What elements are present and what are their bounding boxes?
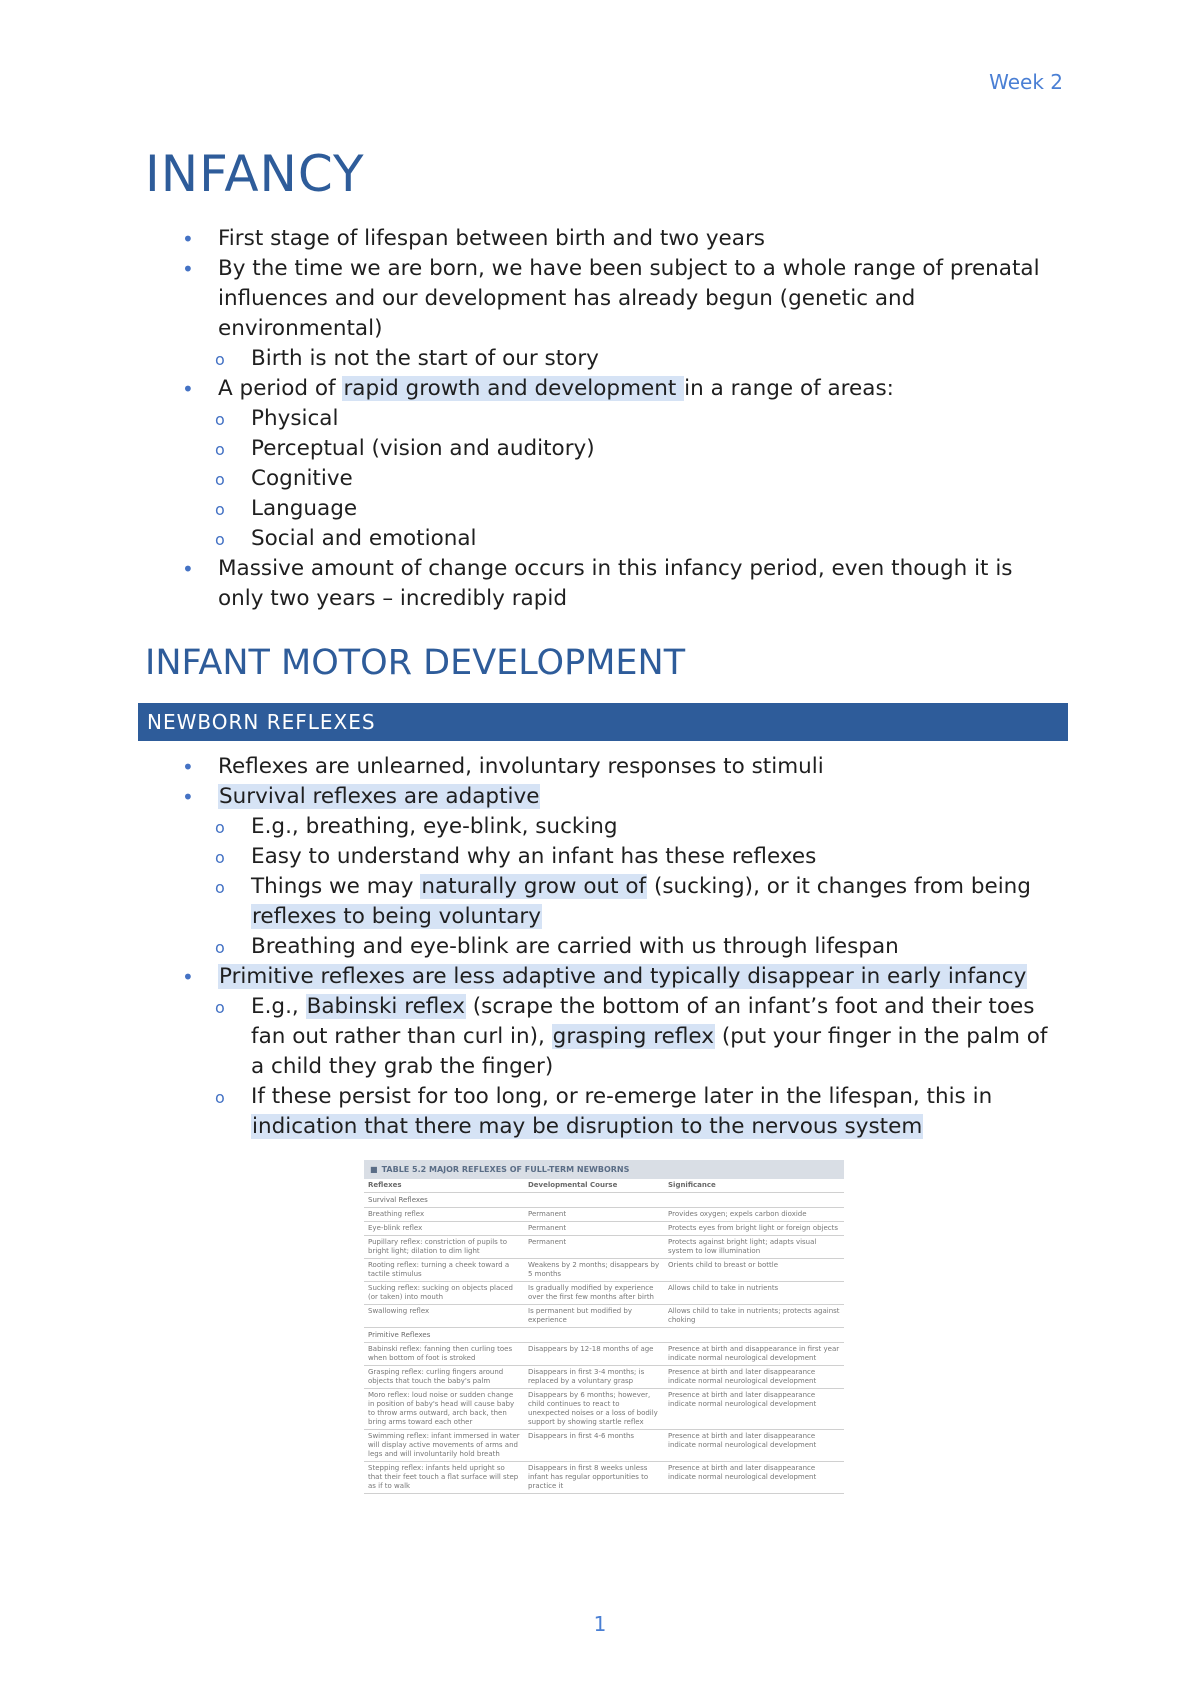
- table-cell: Protects against bright light; adapts visual system to low illumination: [668, 1238, 817, 1255]
- table-cell: Permanent: [528, 1238, 567, 1246]
- list-item: [178, 554, 1058, 614]
- table-cell: Presence at birth and disappearance in first year indicate normal neurological development: [668, 1345, 840, 1362]
- bullet-text-pre: A period of: [218, 376, 343, 401]
- figure-body: [364, 1193, 844, 1494]
- sub-bullet-icon: o: [215, 1088, 225, 1107]
- table-cell: Allows child to take in nutrients: [668, 1284, 779, 1292]
- table-cell: Weakens by 2 months; disappears by 5 months: [528, 1261, 660, 1278]
- table-row: [364, 1305, 844, 1328]
- sub-list-item: [178, 932, 1058, 962]
- table-row: [364, 1366, 844, 1389]
- bullet-text: By the time we are born, we have been subject to a whole range of prenatal influences and our development has already begun (genetic and environmental): [218, 256, 1040, 341]
- table-cell: Disappears in first 3-4 months; is replaced by a voluntary grasp: [528, 1368, 645, 1385]
- highlighted-text: indication that there may be disruption to the nervous system: [252, 1114, 923, 1139]
- sub-list-item: [178, 434, 1058, 464]
- table-cell: Swallowing reflex: [368, 1307, 430, 1315]
- sub-list-item: [178, 464, 1058, 494]
- sub-bullet-text: Easy to understand why an infant has these reflexes: [251, 844, 817, 869]
- sub-bullet-text: Language: [251, 496, 358, 521]
- figure-group-label: Primitive Reflexes: [364, 1328, 844, 1343]
- bullet-icon: •: [182, 755, 194, 779]
- sub-bullet-icon: o: [215, 998, 225, 1017]
- figure-header-row: [364, 1179, 844, 1193]
- sub-bullet-icon: o: [215, 500, 225, 519]
- highlighted-text: Primitive reflexes are less adaptive and typically disappear in early infancy: [219, 964, 1027, 989]
- sub-bullet-icon: o: [215, 818, 225, 837]
- table-cell: Is gradually modified by experience over the first few months after birth: [528, 1284, 654, 1301]
- sub-bullet-text: Breathing and eye-blink are carried with us through lifespan: [251, 934, 899, 959]
- sub-bullet-icon: o: [215, 470, 225, 489]
- table-cell: Permanent: [528, 1224, 567, 1232]
- table-cell: Disappears in first 8 weeks unless infant has regular opportunities to practice it: [528, 1464, 649, 1490]
- figure-title: [364, 1160, 844, 1179]
- bullet-text: Reflexes are unlearned, involuntary responses to stimuli: [218, 754, 824, 779]
- table-cell: Eye-blink reflex: [368, 1224, 423, 1232]
- table-cell: Breathing reflex: [368, 1210, 425, 1218]
- highlighted-text: naturally grow out of: [421, 874, 647, 899]
- table-row: [364, 1259, 844, 1282]
- sub-bullet-icon: o: [215, 938, 225, 957]
- table-cell: Permanent: [528, 1210, 567, 1218]
- highlighted-text: grasping reflex: [552, 1024, 714, 1049]
- sub-bullet-icon: o: [215, 848, 225, 867]
- table-cell: Allows child to take in nutrients; protects against choking: [668, 1307, 840, 1324]
- page-title: INFANCY: [145, 145, 365, 203]
- bullet-icon: •: [182, 377, 194, 401]
- table-cell: Orients child to breast or bottle: [668, 1261, 779, 1269]
- bullet-icon: •: [182, 257, 194, 281]
- highlighted-text: Babinski reflex: [306, 994, 465, 1019]
- figure-group-label: Survival Reflexes: [364, 1193, 844, 1208]
- table-cell: Disappears by 12-18 months of age: [528, 1345, 654, 1353]
- sub-bullet-text-pre: E.g.,: [251, 994, 306, 1019]
- sub-bullet-icon: o: [215, 440, 225, 459]
- list-item: [178, 374, 1058, 554]
- highlighted-text: reflexes to being voluntary: [252, 904, 541, 929]
- bullet-icon: •: [182, 785, 194, 809]
- table-cell: Pupillary reflex: constriction of pupils to bright light; dilation to dim light: [368, 1238, 508, 1255]
- bullet-text: Massive amount of change occurs in this infancy period, even though it is only two years – incredibly rapid: [218, 556, 1013, 611]
- sub-bullet-icon: o: [215, 350, 225, 369]
- figure-title-bullet-icon: ■: [370, 1165, 378, 1174]
- table-cell: Swimming reflex: infant immersed in water will display active movements of arms and legs and will involuntarily hold breath: [368, 1432, 520, 1458]
- table-cell: Is permanent but modified by experience: [528, 1307, 633, 1324]
- page-number: 1: [593, 1612, 607, 1636]
- table-cell: Babinski reflex: fanning then curling toes when bottom of foot is stroked: [368, 1345, 513, 1362]
- table-row: [364, 1430, 844, 1462]
- highlighted-text: Survival reflexes are adaptive: [219, 784, 540, 809]
- intro-bullet-list: [178, 224, 1058, 614]
- sub-list-item: [178, 1082, 1058, 1142]
- table-row: [364, 1236, 844, 1259]
- list-item: [178, 782, 1058, 962]
- sub-bullet-icon: o: [215, 878, 225, 897]
- table-cell: Presence at birth and later disappearance indicate normal neurological development: [668, 1368, 817, 1385]
- sub-list-item: [178, 812, 1058, 842]
- sub-bullet-text: Birth is not the start of our story: [251, 346, 599, 371]
- sub-bullet-icon: o: [215, 410, 225, 429]
- header-week-label: Week 2: [989, 70, 1063, 94]
- bullet-text: First stage of lifespan between birth and two years: [218, 226, 765, 251]
- sub-bullet-text-mid: (scrape the bottom of an infant’s foot and their toes fan out rather than curl in),: [251, 994, 1035, 1049]
- sub-bullet-text: Social and emotional: [251, 526, 477, 551]
- figure-column-header: Significance: [668, 1181, 716, 1189]
- section-heading: INFANT MOTOR DEVELOPMENT: [145, 643, 686, 683]
- table-row: [364, 1389, 844, 1430]
- figure-column-header: Reflexes: [368, 1181, 402, 1189]
- list-item: [178, 254, 1058, 374]
- sub-bullet-text: Physical: [251, 406, 339, 431]
- table-row: [364, 1343, 844, 1366]
- table-cell: Protects eyes from bright light or foreign objects: [668, 1224, 839, 1232]
- bullet-text-post: in a range of areas:: [684, 376, 894, 401]
- figure-title-text: TABLE 5.2 MAJOR REFLEXES OF FULL-TERM NEWBORNS: [381, 1165, 630, 1174]
- sub-list-item: [178, 842, 1058, 872]
- sub-bullet-icon: o: [215, 530, 225, 549]
- highlighted-text: rapid growth and development: [343, 376, 684, 401]
- table-cell: Stepping reflex: infants held upright so that their feet touch a flat surface will step as if to walk: [368, 1464, 519, 1490]
- table-cell: Disappears in first 4-6 months: [528, 1432, 635, 1440]
- table-row: [364, 1222, 844, 1236]
- table-cell: Grasping reflex: curling fingers around objects that touch the baby's palm: [368, 1368, 504, 1385]
- table-row: [364, 1462, 844, 1494]
- sub-list-item: [178, 992, 1058, 1082]
- list-item: [178, 962, 1058, 1142]
- sub-bullet-text-mid: (sucking), or it changes from being: [647, 874, 1031, 899]
- list-item: [178, 752, 1058, 782]
- table-cell: Presence at birth and later disappearance indicate normal neurological development: [668, 1432, 817, 1449]
- sub-list-item: [178, 524, 1058, 554]
- reflex-bullet-list: [178, 752, 1058, 1142]
- sub-bullet-text: Cognitive: [251, 466, 353, 491]
- table-cell: Presence at birth and later disappearance indicate normal neurological development: [668, 1391, 817, 1408]
- subsection-band: NEWBORN REFLEXES: [138, 703, 1068, 741]
- table-cell: Sucking reflex: sucking on objects placed (or taken) into mouth: [368, 1284, 513, 1301]
- bullet-icon: •: [182, 557, 194, 581]
- sub-list-item: [178, 872, 1058, 932]
- bullet-icon: •: [182, 965, 194, 989]
- sub-bullet-text-pre: If these persist for too long, or re-emerge later in the lifespan, this in: [251, 1084, 993, 1109]
- figure-column-header: Developmental Course: [528, 1181, 618, 1189]
- table-cell: Disappears by 6 months; however, child continues to react to unexpected noises or a loss of bodily support by showing startle reflex: [528, 1391, 658, 1426]
- sub-bullet-text-pre: Things we may: [251, 874, 421, 899]
- sub-bullet-text-post: (put your finger in the palm of a child they grab the finger): [251, 1024, 1048, 1079]
- table-row: [364, 1282, 844, 1305]
- sub-list-item: [178, 494, 1058, 524]
- table-row: [364, 1208, 844, 1222]
- sub-list-item: [178, 404, 1058, 434]
- bullet-icon: •: [182, 227, 194, 251]
- list-item: [178, 224, 1058, 254]
- sub-bullet-text: Perceptual (vision and auditory): [251, 436, 595, 461]
- table-cell: Presence at birth and later disappearance indicate normal neurological development: [668, 1464, 817, 1481]
- sub-list-item: [178, 344, 1058, 374]
- table-cell: Provides oxygen; expels carbon dioxide: [668, 1210, 807, 1218]
- reflex-table-figure: [364, 1160, 844, 1600]
- sub-bullet-text: E.g., breathing, eye-blink, sucking: [251, 814, 618, 839]
- table-cell: Rooting reflex: turning a cheek toward a tactile stimulus: [368, 1261, 510, 1278]
- table-cell: Moro reflex: loud noise or sudden change in position of baby's head will cause baby to throw arms outward, arch back, then bring arms toward each other: [368, 1391, 515, 1426]
